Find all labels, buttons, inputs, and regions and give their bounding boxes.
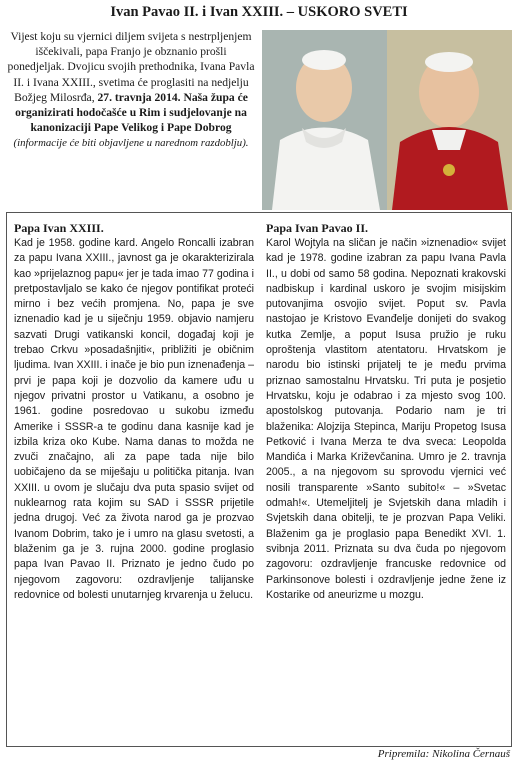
article-john-xxiii [14,220,254,603]
article-john-paul-ii [266,220,506,603]
article-heading-john-xxiii: Papa Ivan XXIII. [14,221,104,235]
popes-photo [262,30,512,210]
pilgrimage-announcement: Naša župa će organizirati hodočašće u Rim i sudjelovanje na kanonizaciji Pape Velikog i Pape Dobrog [15,90,248,135]
canonization-date: 27. travnja 2014. [97,90,181,104]
page-title: Ivan Pavao II. i Ivan XXIII. – USKORO SVETI [110,4,408,20]
info-note: (informacije će biti objavljene u narednom razdoblju). [13,137,249,150]
intro-text: Vijest koju su vjernici diljem svijeta s nestrpljenjem iščekivali, papa Franjo je obznanio prošli ponedjeljak. Dvojicu svojih prethodnika, Ivana Pavla II. i Ivana XXIII., svetima će proglasiti na nedjelju Božjeg Milosrđa, [7,30,255,104]
article-body-john-xxiii: Kad je 1958. godine kard. Angelo Roncalli izabran za papu Ivana XXIII., javnost ga je okarakterizirala kao »prijelaznog papu« jer je tada imao 77 godina i pretpostavljalo se kako će njegov pontifikat proteći mirno i bez većih promjena. No, papa je sve iznenadio kad je u siječnju 1959. objavio namjeru sazvati Drugi vatikanski koncil, događaj koji je trebao Crkvu »posadašnjiti«, približiti je običnim ljudima. Ivan XXIII. i inače je bio pun iznenađenja – prvi je papa koji je dozvolio da kamere uđu u njegov privatni prostor u Vatikanu, a osobno je 1961. godine posredovao u sukobu između Amerike i SSSR-a te godinu dana kasnije kad je izbila kriza oko Kube. Nama danas to možda ne zvuči značajno, ali za pape tada nije bilo uobičajeno da se miješaju u politička pitanja. Ivan XXIII. u ovom je slučaju dva puta spasio svijet od nuklearnog rata kojim su SAD i SSSR prijetile jedna drugoj. Već za života narod ga je prozvao Ivanom Dobrim, tako je i umro na glasu svetosti, a blaženim ga je 3. rujna 2000. godine proglasio papa Ivan Pavao II. Priznato je jedno čudo po njegovom zagovoru: ozdravljenje talijanske redovnice od bolesti unutarnjeg krvarenja u želucu. [14,237,254,601]
author-signature: Pripremila: Nikolina Černauš [377,748,510,760]
intro-paragraph [6,29,256,152]
popes-photo-illustration [262,30,512,210]
article-body-john-paul-ii: Karol Wojtyla na sličan je način »iznenadio« svijet kad je 1978. godine izabran za papu Ivana Pavla II., u dobi od samo 58 godina. Nepoznati krakovski nadbiskup i kardinal uskoro je svojim misijskim putovanjima osvojio svijet. Poput sv. Pavla nastojao je Kristovo Evanđelje donijeti do svakog kutka Zemlje, a poput Isusa pružio je ruku oproštenja vlastitom atentatoru. Hrvatskom je narodu bio istinski prijatelj te je među prvima priznao samostalnu Hrvatsku. Tri puta je posjetio Hrvatsku, koju je odabrao i za mjesto svog 100. apostolskog putovanja. Podario nam je tri blaženika: Alojzija Stepinca, Mariju Propetog Isusa Petković i Ivana Merza te dva sveca: Leopolda Mandića i Marka Križevčanina. Umro je 2. travnja 2005., a na njegovom su sprovodu vjernici već nosili transparente »Santo subito!« – »Svetac odmah!«. Utemeljitelj je Svjetskih dana mladih i Svjetskih dana obitelji, te je prozvan Papa Veliki. Blaženim ga je proglasio papa Benedikt XVI. 1. svibnja 2011. Priznata su dva čuda po njegovom zagovoru: ozdravljenje francuske redovnice od Parkinsonove bolesti i ozdravljenje jedne žene iz Kostarike od aneurizme u mozgu. [266,237,506,601]
article-heading-john-paul-ii: Papa Ivan Pavao II. [266,221,369,235]
